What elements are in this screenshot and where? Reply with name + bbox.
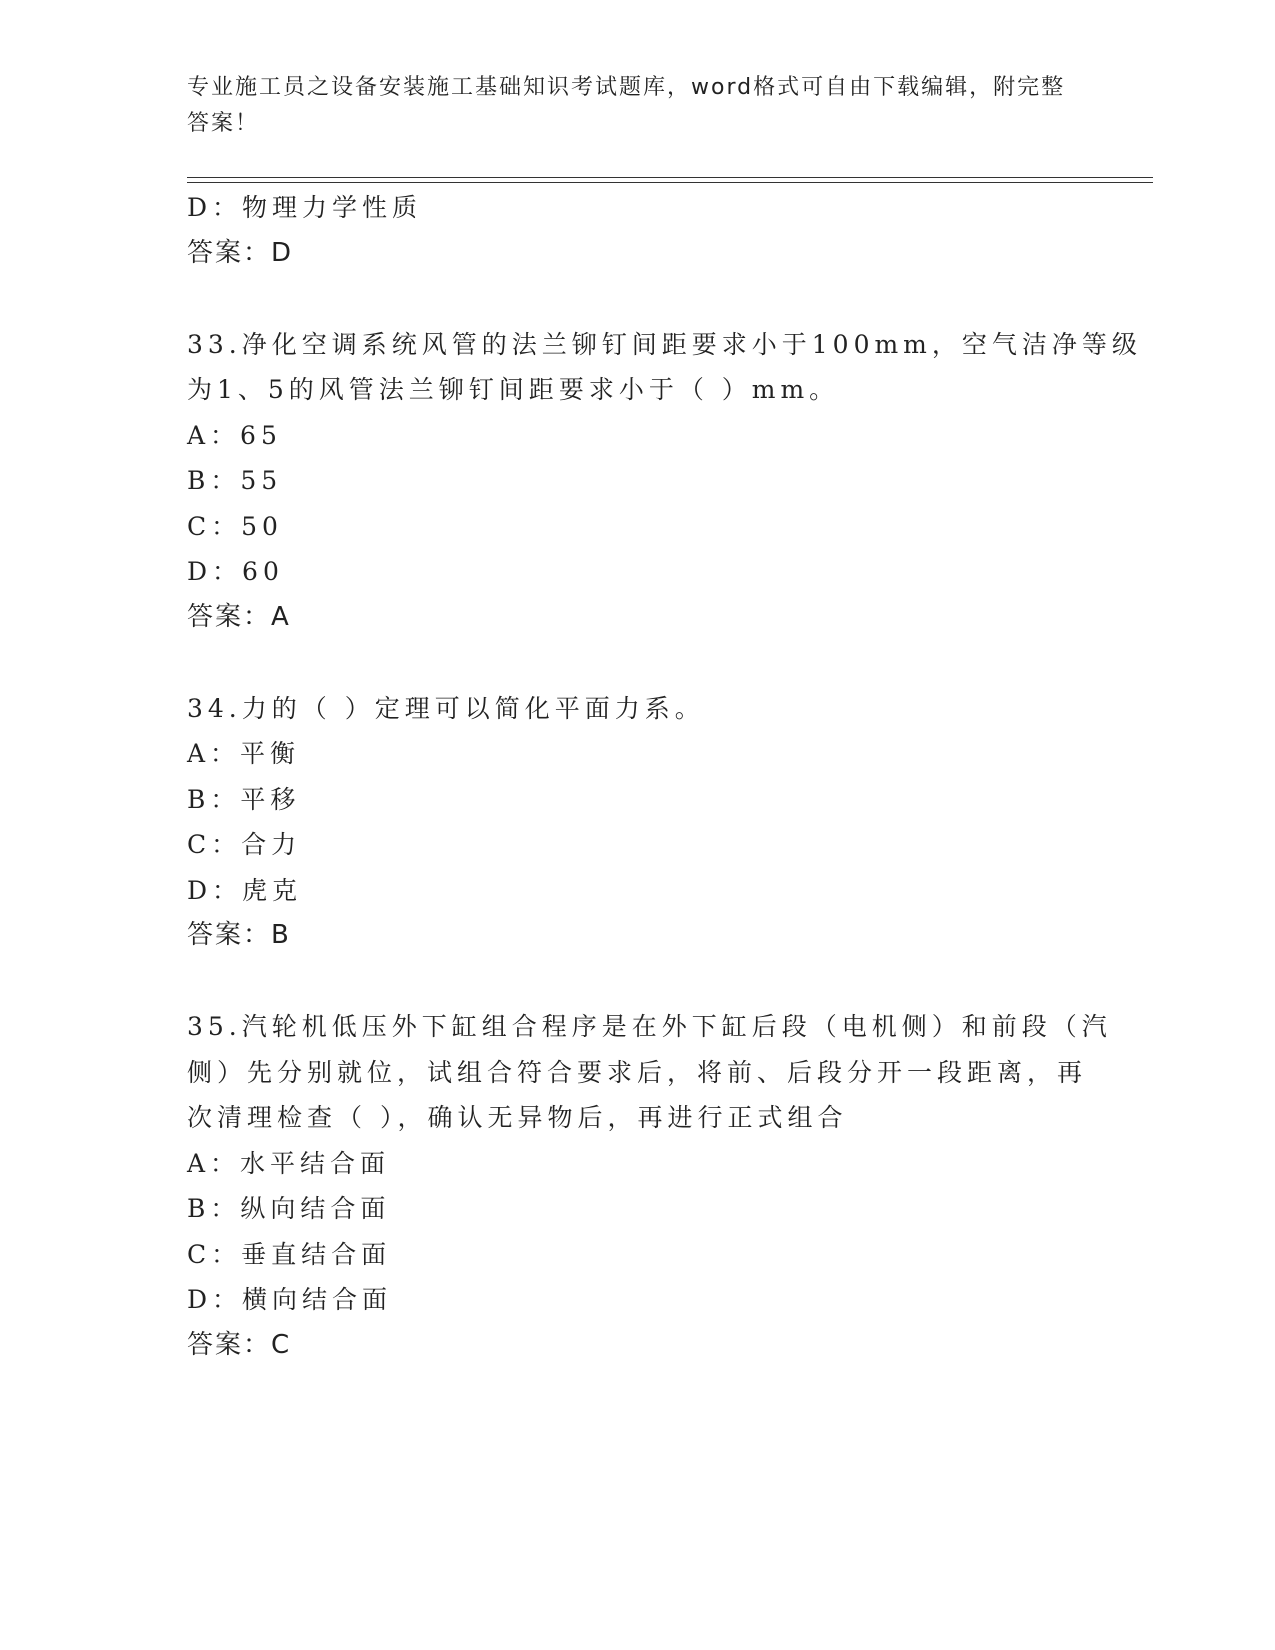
question-35	[187, 1004, 1112, 1368]
option-a: A：水平结合面	[187, 1148, 391, 1178]
option-a: A：65	[187, 420, 282, 450]
question-stem-line: 为1、5的风管法兰铆钉间距要求小于（ ）mm。	[187, 375, 840, 404]
option-d: D：虎克	[187, 875, 303, 905]
header-divider-top	[187, 177, 1153, 178]
option-b: B：55	[187, 466, 283, 495]
option-d: D：物理力学性质	[187, 193, 423, 222]
spacer	[187, 640, 1087, 686]
question-stem-line: 35.汽轮机低压外下缸组合程序是在外下缸后段（电机侧）和前段（汽	[187, 1012, 1112, 1041]
answer-line: 答案：A	[187, 601, 291, 632]
option-b: B：平移	[187, 784, 301, 814]
question-34	[187, 686, 1087, 959]
document-header: 专业施工员之设备安装施工基础知识考试题库，word格式可自由下载编辑，附完整答案！	[187, 75, 1066, 136]
option-a: A：平衡	[187, 739, 301, 768]
answer-line: 答案：C	[187, 1329, 292, 1360]
question-33	[187, 322, 1142, 641]
option-c: C：垂直结合面	[187, 1239, 392, 1269]
question-stem-line: 34.力的（ ）定理可以简化平面力系。	[187, 693, 705, 723]
spacer	[187, 959, 1087, 1005]
answer-line: 答案：B	[187, 920, 291, 950]
option-b: B：纵向结合面	[187, 1194, 391, 1223]
spacer	[187, 276, 1087, 322]
header-divider-bottom	[187, 182, 1153, 183]
question-stem-line: 侧）先分别就位，试组合符合要求后，将前、后段分开一段距离，再	[187, 1057, 1088, 1087]
question-stem-line: 次清理检查（ ），确认无异物后，再进行正式组合	[187, 1103, 848, 1132]
option-c: C：合力	[187, 830, 302, 859]
option-c: C：50	[187, 511, 283, 541]
question-stem-line: 33.净化空调系统风管的法兰铆钉间距要求小于100mm，空气洁净等级	[187, 329, 1142, 359]
answer-line: 答案：D	[187, 237, 294, 268]
question-list	[187, 185, 1142, 1368]
option-d: D：60	[187, 557, 284, 586]
option-d: D：横向结合面	[187, 1285, 393, 1314]
